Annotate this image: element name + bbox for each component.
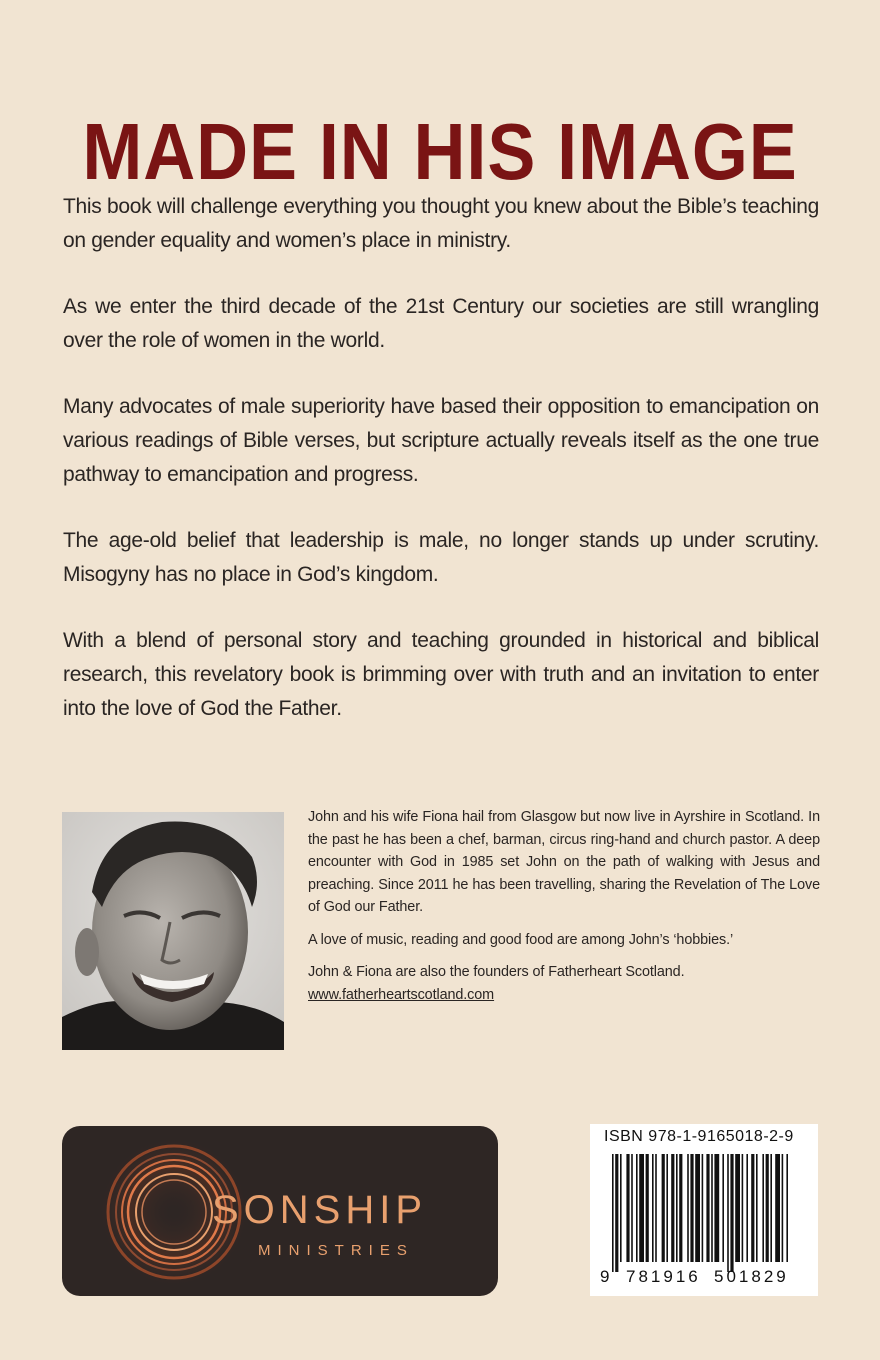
barcode-bar	[690, 1154, 693, 1262]
barcode-bar	[770, 1154, 772, 1262]
blurb-paragraph-5: With a blend of personal story and teaching grounded in historical and biblical research, this revelatory book is brimming over with truth and an invitation to enter into the love of God the Father.	[63, 629, 819, 720]
barcode-digits-left: 781916	[626, 1267, 701, 1286]
barcode-bar	[762, 1154, 764, 1262]
book-title: MADE IN HIS IMAGE	[82, 106, 798, 196]
barcode-bar	[631, 1154, 633, 1262]
website-link[interactable]: www.fatherheartscotland.com	[308, 986, 495, 1003]
barcode-bar	[620, 1154, 622, 1262]
barcode-bar	[652, 1154, 654, 1262]
barcode-bar	[722, 1154, 724, 1262]
barcode-bar	[775, 1154, 780, 1262]
barcode-bar	[742, 1154, 744, 1262]
author-bio-paragraph-1: John and his wife Fiona hail from Glasgow but now live in Ayrshire in Scotland. In the past he has been a chef, barman, circus ring-hand and church pastor. A deep encounter with God in 1985 set John on the path of walking with Jesus and preaching. Since 2011 he has been travelling, sharing the Revelation of The Love of God our Father.	[308, 809, 820, 915]
blurb-text	[63, 190, 819, 758]
barcode-bar	[746, 1154, 748, 1262]
blurb-paragraph-2: As we enter the third decade of the 21st Century our societies are still wrangling over the role of women in the world.	[63, 295, 819, 352]
barcode-bar	[612, 1154, 614, 1272]
author-bio-paragraph-2: A love of music, reading and good food are among John’s ‘hobbies.’	[308, 931, 734, 948]
blurb-paragraph-1: This book will challenge everything you thought you knew about the Bible’s teaching on gender equality and women’s place in ministry.	[63, 195, 819, 252]
barcode-bar	[679, 1154, 682, 1262]
logo-wordmark: SONSHIP	[212, 1188, 428, 1232]
barcode-bar	[786, 1154, 788, 1262]
barcode-bar	[702, 1154, 704, 1262]
barcode-bar	[714, 1154, 719, 1262]
barcode-bar	[756, 1154, 758, 1262]
barcode-bar	[687, 1154, 689, 1262]
barcode-bar	[676, 1154, 678, 1262]
barcode-bar	[735, 1154, 740, 1262]
logo-subtitle: MINISTRIES	[258, 1242, 414, 1259]
author-bio-founders: John & Fiona are also the founders of Fatherheart Scotland.	[308, 964, 685, 980]
barcode-bar	[706, 1154, 709, 1262]
barcode-bar	[730, 1154, 733, 1272]
barcode-digits-right: 501829	[714, 1267, 789, 1286]
barcode-bar	[727, 1154, 729, 1272]
barcode-bars	[598, 1154, 810, 1272]
barcode-bar	[766, 1154, 769, 1262]
barcode-bar	[671, 1154, 674, 1262]
barcode-bar	[655, 1154, 657, 1262]
barcode-bar	[615, 1154, 618, 1272]
barcode-bar	[751, 1154, 754, 1262]
barcode-bar	[711, 1154, 713, 1262]
barcode-bar	[782, 1154, 784, 1262]
blurb-paragraph-4: The age-old belief that leadership is male, no longer stands up under scrutiny. Misogyny has no place in God’s kingdom.	[63, 529, 819, 586]
publisher-logo	[62, 1126, 498, 1296]
author-photo	[62, 812, 284, 1050]
barcode-bar	[695, 1154, 700, 1262]
barcode-bar	[662, 1154, 665, 1262]
isbn-number: ISBN 978-1-9165018-2-9	[604, 1128, 794, 1145]
barcode-bar	[626, 1154, 629, 1262]
barcode-bar	[639, 1154, 644, 1262]
barcode-bar	[636, 1154, 638, 1262]
barcode-digit-first: 9	[600, 1267, 610, 1286]
author-bio-paragraph-3	[308, 961, 820, 1006]
author-bio	[308, 806, 820, 1006]
barcode-bar	[646, 1154, 649, 1262]
author-portrait-illustration	[62, 812, 284, 1050]
blurb-paragraph-3: Many advocates of male superiority have based their opposition to emancipation on various readings of Bible verses, but scripture actually reveals itself as the one true pathway to emancipation and progress.	[63, 395, 819, 486]
isbn-barcode	[590, 1124, 818, 1296]
barcode-bar	[666, 1154, 668, 1262]
